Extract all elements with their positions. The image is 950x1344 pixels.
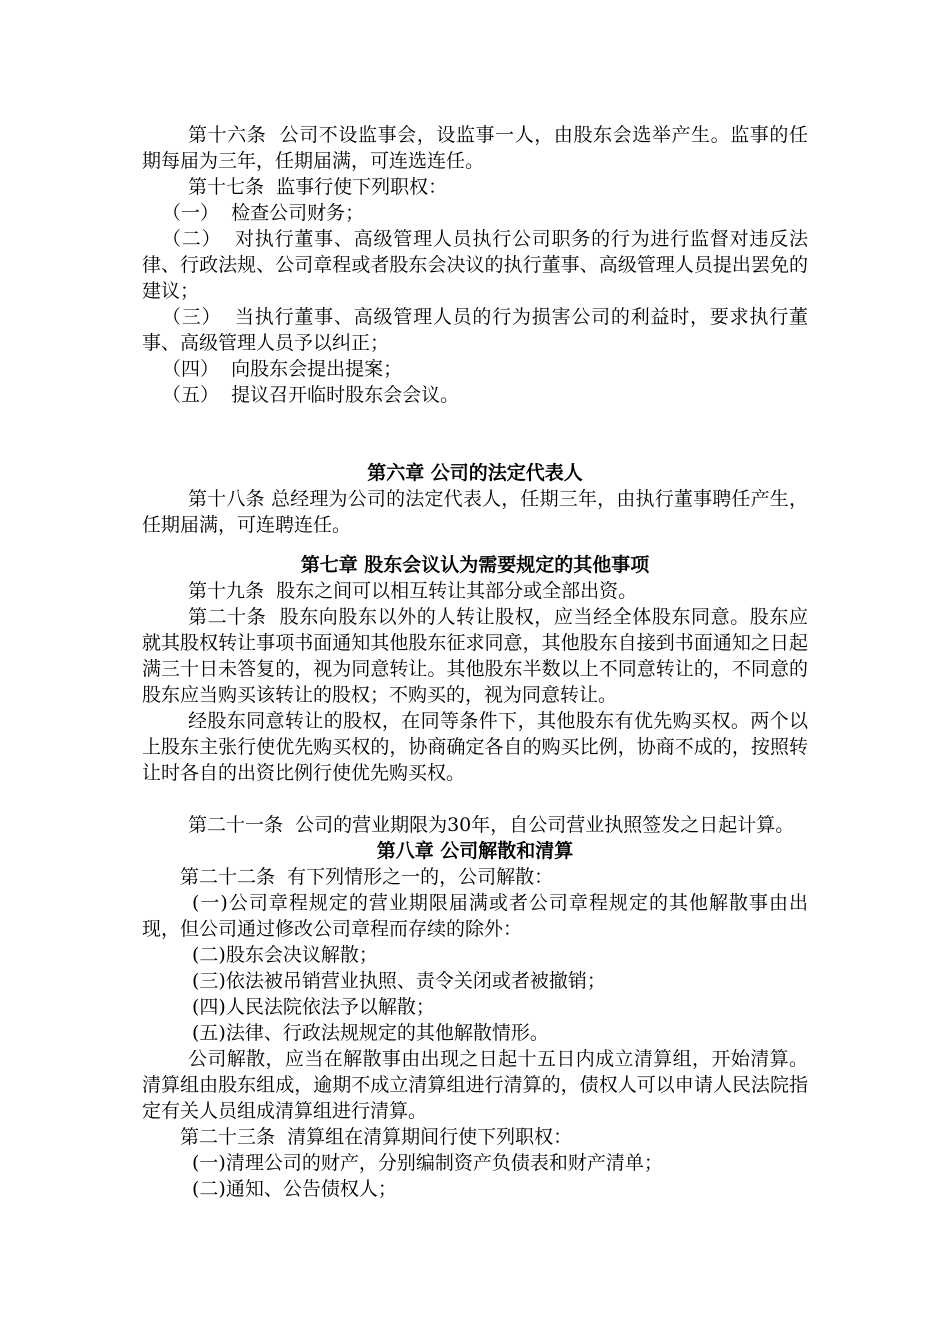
supervisor-power-4: （四） 向股东会提出提案； (162, 358, 403, 380)
chapter-7-title: 第七章 股东会议认为需要规定的其他事项 (300, 554, 650, 576)
dissolution-item-4: (四)人民法院依法予以解散； (192, 996, 435, 1018)
dissolution-item-5: (五)法律、行政法规规定的其他解散情形。 (192, 1022, 549, 1044)
dissolution-item-2: (二)股东会决议解散； (192, 944, 378, 966)
chapter-8-title: 第八章 公司解散和清算 (376, 840, 574, 862)
chapter-6-title: 第六章 公司的法定代表人 (367, 462, 583, 484)
dissolution-item-3: (三)依法被吊销营业执照、责令关闭或者被撤销； (192, 970, 606, 992)
spacer (142, 408, 808, 460)
supervisor-power-3: （三） 当执行董事、高级管理人员的行为损害公司的利益时，要求执行董事、高级管理人员予以纠正； (142, 306, 808, 354)
article-20: 第二十条 股东向股东以外的人转让股权，应当经全体股东同意。股东应就其股权转让事项书面通知其他股东征求同意，其他股东自接到书面通知之日起满三十日未答复的，视为同意转让。其他股东半数以上不同意转让的，不同意的股东应当购买该转让的股权；不购买的，视为同意转让。 (142, 606, 808, 706)
liquidation-item-1: (一)清理公司的财产，分别编制资产负债表和财产清单； (192, 1152, 663, 1174)
article-21: 第二十一条 公司的营业期限为30年，自公司营业执照签发之日起计算。 (188, 814, 795, 836)
supervisor-power-2: （二） 对执行董事、高级管理人员执行公司职务的行为进行监督对违反法律、行政法规、公司章程或者股东会决议的执行董事、高级管理人员提出罢免的建议； (142, 228, 808, 302)
dissolution-item-1: (一)公司章程规定的营业期限届满或者公司章程规定的其他解散事由出现，但公司通过修改公司章程而存续的除外： (142, 892, 808, 940)
article-19: 第十九条 股东之间可以相互转让其部分或全部出资。 (188, 580, 638, 602)
supervisor-power-5: （五） 提议召开临时股东会会议。 (162, 384, 460, 406)
supervisor-power-1: （一） 检查公司财务； (162, 202, 365, 224)
document-page (142, 122, 808, 1202)
article-17: 第十七条 监事行使下列职权： (188, 176, 448, 198)
spacer (142, 786, 808, 812)
dissolution-paragraph: 公司解散，应当在解散事由出现之日起十五日内成立清算组，开始清算。清算组由股东组成，逾期不成立清算组进行清算的，债权人可以申请人民法院指定有关人员组成清算组进行清算。 (142, 1048, 808, 1122)
article-18: 第十八条 总经理为公司的法定代表人，任期三年，由执行董事聘任产生，任期届满，可连聘连任。 (142, 488, 808, 536)
article-20-paragraph-2: 经股东同意转让的股权，在同等条件下，其他股东有优先购买权。两个以上股东主张行使优先购买权的，协商确定各自的购买比例，协商不成的，按照转让时各自的出资比例行使优先购买权。 (142, 710, 808, 784)
article-16: 第十六条 公司不设监事会，设监事一人，由股东会选举产生。监事的任期每届为三年，任期届满，可连选连任。 (142, 124, 808, 172)
article-23: 第二十三条 清算组在清算期间行使下列职权： (180, 1126, 573, 1148)
liquidation-item-2: (二)通知、公告债权人； (192, 1178, 397, 1200)
spacer (142, 538, 808, 552)
article-22: 第二十二条 有下列情形之一的，公司解散： (180, 866, 554, 888)
